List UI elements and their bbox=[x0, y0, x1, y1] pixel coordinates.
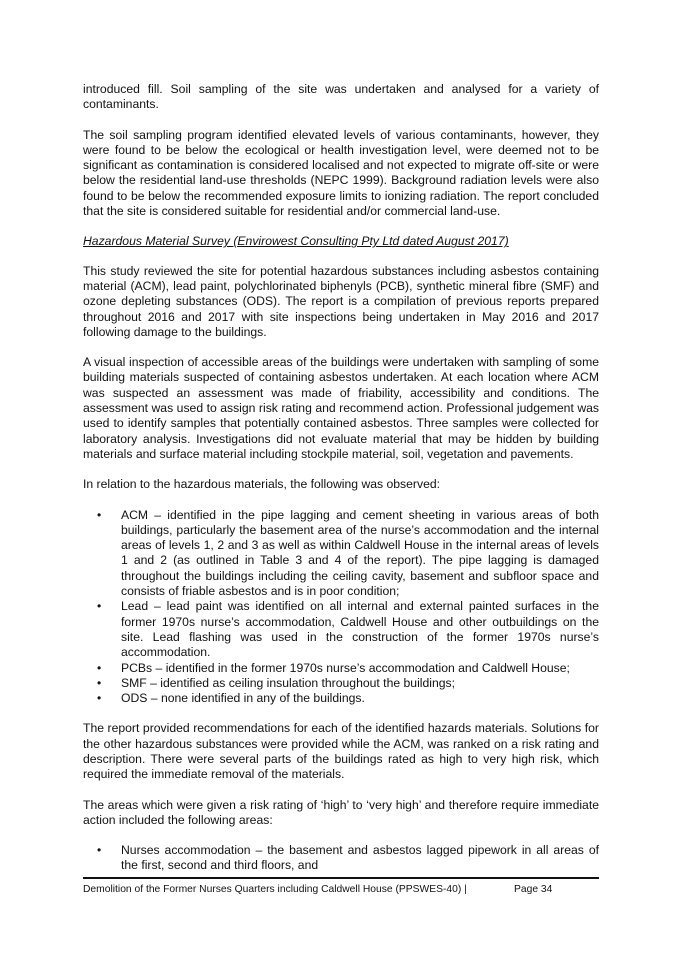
list-item-acm: • ACM – identified in the pipe lagging and cement sheeting in various areas of both buildings, particularly the basement area of the nurse’s accommodation and the internal areas of levels 1, 2 and 3 as well as within Caldwell House in the internal areas of levels 1 and 2 (as outlined in Table 3 and 4 of the report). The pipe lagging is damaged throughout the buildings including the ceiling cavity, basement and subfloor space and consists of friable asbestos and is in poor condition; bbox=[83, 508, 599, 600]
paragraph-recommendations: The report provided recommendations for each of the identified hazards materials. Solutions for the other hazardous substances were provided while the ACM, was ranked on a risk rating and description. There were several parts of the buildings rated as high to very high risk, which required the immediate removal of the materials. bbox=[83, 721, 599, 782]
footer-document-title: Demolition of the Former Nurses Quarters including Caldwell House (PPSWES-40) | bbox=[83, 884, 467, 895]
list-item-lead: • Lead – lead paint was identified on all internal and external painted surfaces in the former 1970s nurse’s accommodation, Caldwell House and other outbuildings on the site. Lead flashing was used in the construction of the former 1970s nurse’s accommodation. bbox=[83, 599, 599, 660]
paragraph-soil-results: The soil sampling program identified elevated levels of various contaminants, however, they were found to be below the ecological or health investigation level, were deemed not to be significant as contamination is considered localised and not expected to migrate off-site or were below the residential land-use thresholds (NEPC 1999). Background radiation levels were also found to be below the recommended exposure limits to ionizing radiation. The report concluded that the site is considered suitable for residential and/or commercial land-use. bbox=[83, 127, 599, 219]
document-body bbox=[83, 82, 599, 889]
paragraph-soil-sampling-end: introduced fill. Soil sampling of the site was undertaken and analysed for a variety of contaminants. bbox=[83, 82, 599, 112]
list-item-pcbs: • PCBs – identified in the former 1970s nurse’s accommodation and Caldwell House; bbox=[83, 661, 599, 676]
paragraph-study-review: This study reviewed the site for potential hazardous substances including asbestos containing material (ACM), lead paint, polychlorinated biphenyls (PCB), synthetic mineral fibre (SMF) and ozone depleting substances (ODS). The report is a compilation of previous reports prepared throughout 2016 and 2017 with site inspections being undertaken in May 2016 and 2017 following damage to the buildings. bbox=[83, 263, 599, 339]
high-risk-areas-list bbox=[83, 843, 599, 874]
page-footer bbox=[83, 883, 599, 896]
hazard-findings-list bbox=[83, 508, 599, 707]
paragraph-high-risk-areas: The areas which were given a risk rating of ‘high’ to ‘very high’ and therefore require immediate action included the following areas: bbox=[83, 797, 599, 827]
footer-divider bbox=[83, 877, 599, 879]
footer-page-number: Page 34 bbox=[514, 884, 553, 895]
paragraph-visual-inspection: A visual inspection of accessible areas of the buildings were undertaken with sampling of some building materials suspected of containing asbestos undertaken. At each location where ACM was suspected an assessment was made of friability, accessibility and conditions. The assessment was used to assign risk rating and recommend action. Professional judgement was used to identify samples that potentially contained asbestos. Three samples were collected for laboratory analysis. Investigations did not evaluate material that may be hidden by building materials and surface material including stockpile material, soil, vegetation and pavements. bbox=[83, 355, 599, 461]
list-item-ods: • ODS – none identified in any of the buildings. bbox=[83, 691, 599, 706]
list-item-nurses-accommodation: • Nurses accommodation – the basement and asbestos lagged pipework in all areas of the first, second and third floors, and bbox=[83, 843, 599, 874]
section-heading-hazardous-material-survey: Hazardous Material Survey (Envirowest Consulting Pty Ltd dated August 2017) bbox=[83, 234, 509, 249]
list-item-smf: • SMF – identified as ceiling insulation throughout the buildings; bbox=[83, 676, 599, 691]
paragraph-observed-intro: In relation to the hazardous materials, the following was observed: bbox=[83, 477, 441, 492]
